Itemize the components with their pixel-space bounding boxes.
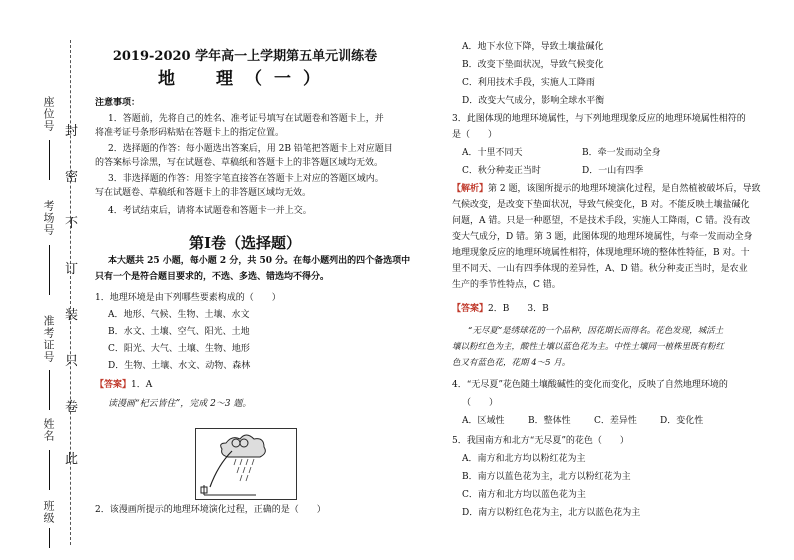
question-3-stem: 3．此图体现的地理环境属性，与下列地理现象反应的地理环境属性相符的 (452, 114, 746, 124)
question-5-stem: 5．我国南方和北方“无尽夏”的花色（ ） (452, 436, 629, 446)
seal-char: 只 (65, 354, 79, 369)
section-title: 第Ⅰ卷（选择题） (188, 234, 302, 252)
seal-char: 封 (65, 124, 79, 139)
passage-line: “无尽夏”是绣球花的一个品种，因花期长而得名。花色发现，城活土 (468, 326, 724, 336)
answer-label: 【答案】 (95, 380, 132, 390)
analysis-line: 变大气成分，D 错。第 3 题，此图体现的地理环境属性，与牵一发而动全身 (452, 232, 753, 242)
seal-char: 此 (65, 452, 79, 467)
seat-number-field[interactable] (49, 140, 50, 180)
section-intro: 只有一个是符合题目要求的，不选、多选、错选均不得分。 (95, 272, 330, 282)
passage-line: 色又有蓝色花，花期 4～5 月。 (452, 358, 571, 368)
answer-1 (95, 378, 152, 392)
seal-char: 订 (65, 262, 79, 277)
analysis-line: 里不同天、一山有四季体现的差异性，A、D 错。秋分种麦正当时，是农业 (452, 264, 748, 274)
analysis-line: 地理现象反应的地理环境属性相符，体现地理环境的整体性特征，B 对。十 (452, 248, 750, 258)
cartoon-prompt: 读漫画“杞云皆住”，完成 2～3 题。 (108, 399, 252, 409)
question-3-option: D．一山有四季 (582, 166, 644, 176)
exam-room-label: 考场号 (42, 200, 55, 236)
question-2-option: A．地下水位下降，导致土壤盐碱化 (462, 42, 604, 52)
question-3-option: C．秋分种麦正当时 (462, 166, 541, 176)
class-label: 班级 (42, 500, 55, 524)
question-3-stem: 是（ ） (452, 130, 498, 140)
notice-line: 的答案标号涂黑，写在试题卷、草稿纸和答题卡上的非答题区域均无效。 (95, 158, 384, 168)
cartoon-image (195, 428, 297, 500)
question-1-option: C．阳光、大气、土壤、生物、地形 (108, 344, 250, 354)
section-intro: 本大题共 25 小题，每小题 2 分，共 50 分。在每小题列出的四个备选项中 (108, 256, 411, 266)
question-4-option: C．差异性 (594, 416, 637, 426)
question-1-option: D．生物、土壤、水文、动物、森林 (108, 361, 251, 371)
answer-label: 【答案】 (452, 304, 489, 314)
analysis-line: 【解析】第 2 题，该图所提示的地理环境演化过程，是自然植被破坏后，导致 (452, 184, 761, 194)
question-5-option: B．南方以蓝色花为主，北方以粉红花为主 (462, 472, 631, 482)
question-4-option: A．区域性 (462, 416, 505, 426)
question-5-option: A．南方和北方均以粉红花为主 (462, 454, 586, 464)
admission-number-field[interactable] (49, 370, 50, 410)
analysis-line: 生产的季节性特点，C 错。 (452, 280, 561, 290)
question-3-option: A．十里不同天 (462, 148, 523, 158)
question-4-stem: 4．“无尽夏”花色随土壤酸碱性的变化而变化，反映了自然地理环境的 (452, 380, 728, 390)
exam-title: 2019-2020 学年高一上学期第五单元训练卷 (112, 49, 378, 64)
seat-number-label: 座位号 (42, 96, 55, 132)
exam-subtitle: 地 理（一） (158, 69, 332, 89)
question-1-option: B．水文、土壤、空气、阳光、土地 (108, 327, 250, 337)
question-2-stem: 2．该漫画所提示的地理环境演化过程，正确的是（ ） (95, 505, 326, 515)
notice-line: 2．选择题的作答：每小题选出答案后，用 2B 铅笔把答题卡上对应题目 (108, 144, 393, 154)
answer-value: 2．B 3．B (488, 304, 549, 314)
question-2-option: C．利用技术手段，实施人工降雨 (462, 78, 595, 88)
admission-number-label: 准考证号 (42, 315, 55, 363)
analysis-label: 【解析】 (452, 184, 489, 194)
exam-room-field[interactable] (49, 245, 50, 295)
seal-char: 装 (65, 308, 79, 323)
binding-dashed-line (70, 40, 71, 545)
question-1-stem: 1．地理环境是由下列哪些要素构成的（ ） (95, 293, 281, 303)
question-5-option: C．南方和北方均以蓝色花为主 (462, 490, 586, 500)
analysis-line: 问题，A 错。只是一种愿望，不是技术手段，实施人工降雨，C 错。没有改 (452, 216, 751, 226)
notice-line: 1．答题前，先将自己的姓名、准考证号填写在试题卷和答题卡上，并 (108, 114, 384, 124)
question-3-option: B．牵一发而动全身 (582, 148, 661, 158)
seal-char: 不 (65, 216, 79, 231)
name-field[interactable] (49, 450, 50, 490)
notice-heading: 注意事项： (95, 98, 141, 108)
question-4-option: B．整体性 (528, 416, 571, 426)
question-2-option: B．改变下垫面状况，导致气候变化 (462, 60, 604, 70)
answer-value: 1．A (131, 380, 153, 390)
analysis-line: 气候改变，是改变下垫面状况，导致气候变化，B 对。不能反映土壤盐碱化 (452, 200, 750, 210)
notice-line: 4．考试结束后，请将本试题卷和答题卡一并上交。 (108, 206, 312, 216)
notice-line: 将准考证号条形码粘贴在答题卡上的指定位置。 (95, 128, 285, 138)
notice-line: 写在试题卷、草稿纸和答题卡上的非答题区域均无效。 (95, 188, 312, 198)
question-4-stem: （ ） (462, 398, 499, 408)
seal-char: 卷 (65, 400, 79, 415)
question-4-option: D．变化性 (660, 416, 704, 426)
question-1-option: A．地形、气候、生物、土壤、水文 (108, 310, 250, 320)
name-label: 姓名 (42, 418, 55, 442)
question-5-option: D．南方以粉红色花为主，北方以蓝色花为主 (462, 508, 641, 518)
seal-char: 密 (65, 170, 79, 185)
question-2-option: D．改变大气成分，影响全球水平衡 (462, 96, 605, 106)
class-field[interactable] (49, 528, 50, 548)
passage-line: 壤以粉红色为主，酸性土壤以蓝色花为主。中性土壤同一植株里既有粉红 (452, 342, 725, 352)
notice-line: 3．非选择题的作答：用签字笔直接答在答题卡上对应的答题区域内。 (108, 174, 384, 184)
answer-2-3 (452, 302, 549, 316)
